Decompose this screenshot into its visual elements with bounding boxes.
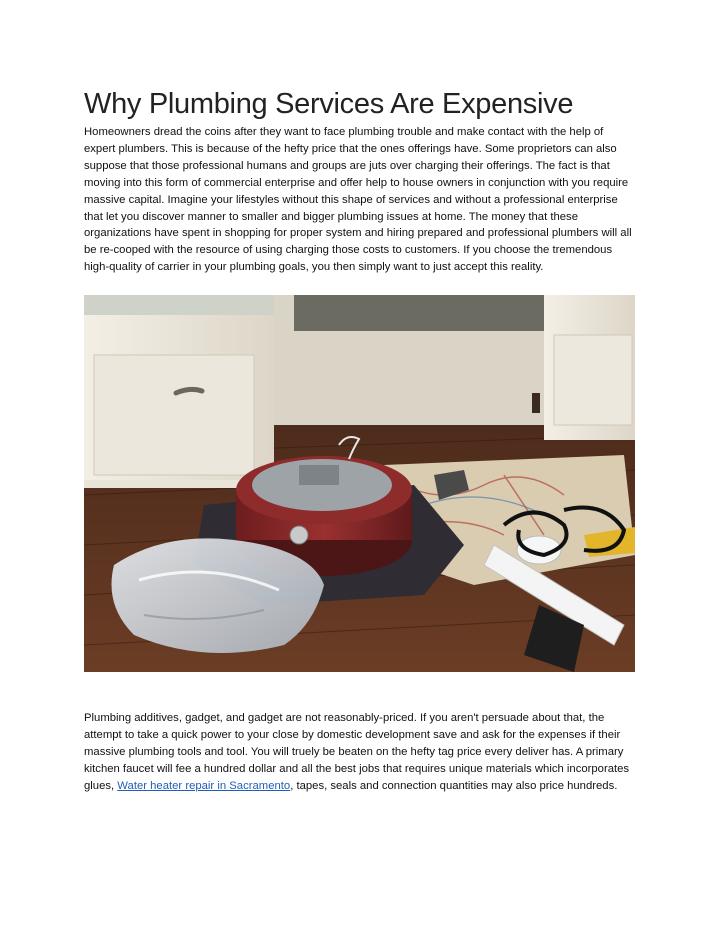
intro-paragraph: Homeowners dread the coins after they want to face plumbing trouble and make contact with the help of expert plumbers. This is because of the hefty price that the ones offerings have. Some proprietors can also suppose that those professional humans and groups are juts over charging their offerings. The fact is that moving into this form of commercial enterprise and offer help to house owners in conjunction with you require massive capital. Imagine your lifestyles without this shape of services and without a professional enterprise that let you discover manner to smaller and bigger plumbing issues at home. The money that these organizations have spent in shopping for proper system and hiring prepared and professional plumbers will all be re-cooped with the resource of using charging those costs to customers. If you choose the tremendous high-quality of carrier in your plumbing goals, you then simply want to just accept this reality. [84,126,632,274]
details-text-after-link: , tapes, seals and connection quantities may also price hundreds. [290,779,618,792]
details-paragraph [84,710,636,795]
water-heater-repair-link[interactable]: Water heater repair in Sacramento [117,779,291,792]
details-text-before-link: Plumbing additives, gadget, and gadget are not reasonably-priced. If you aren't persuade about that, the attempt to take a quick power to your close by domestic development save and ask for the expenses if their massive plumbing tools and tool. You will truely be beaten on the hefty tag price every deliver has. A primary kitchen faucet will fee a hundred dollar and all the best jobs that requires unique materials which incorporates glues, [84,712,630,792]
plumbing-photo [84,295,635,672]
page-title: Why Plumbing Services Are Expensive [84,88,574,120]
